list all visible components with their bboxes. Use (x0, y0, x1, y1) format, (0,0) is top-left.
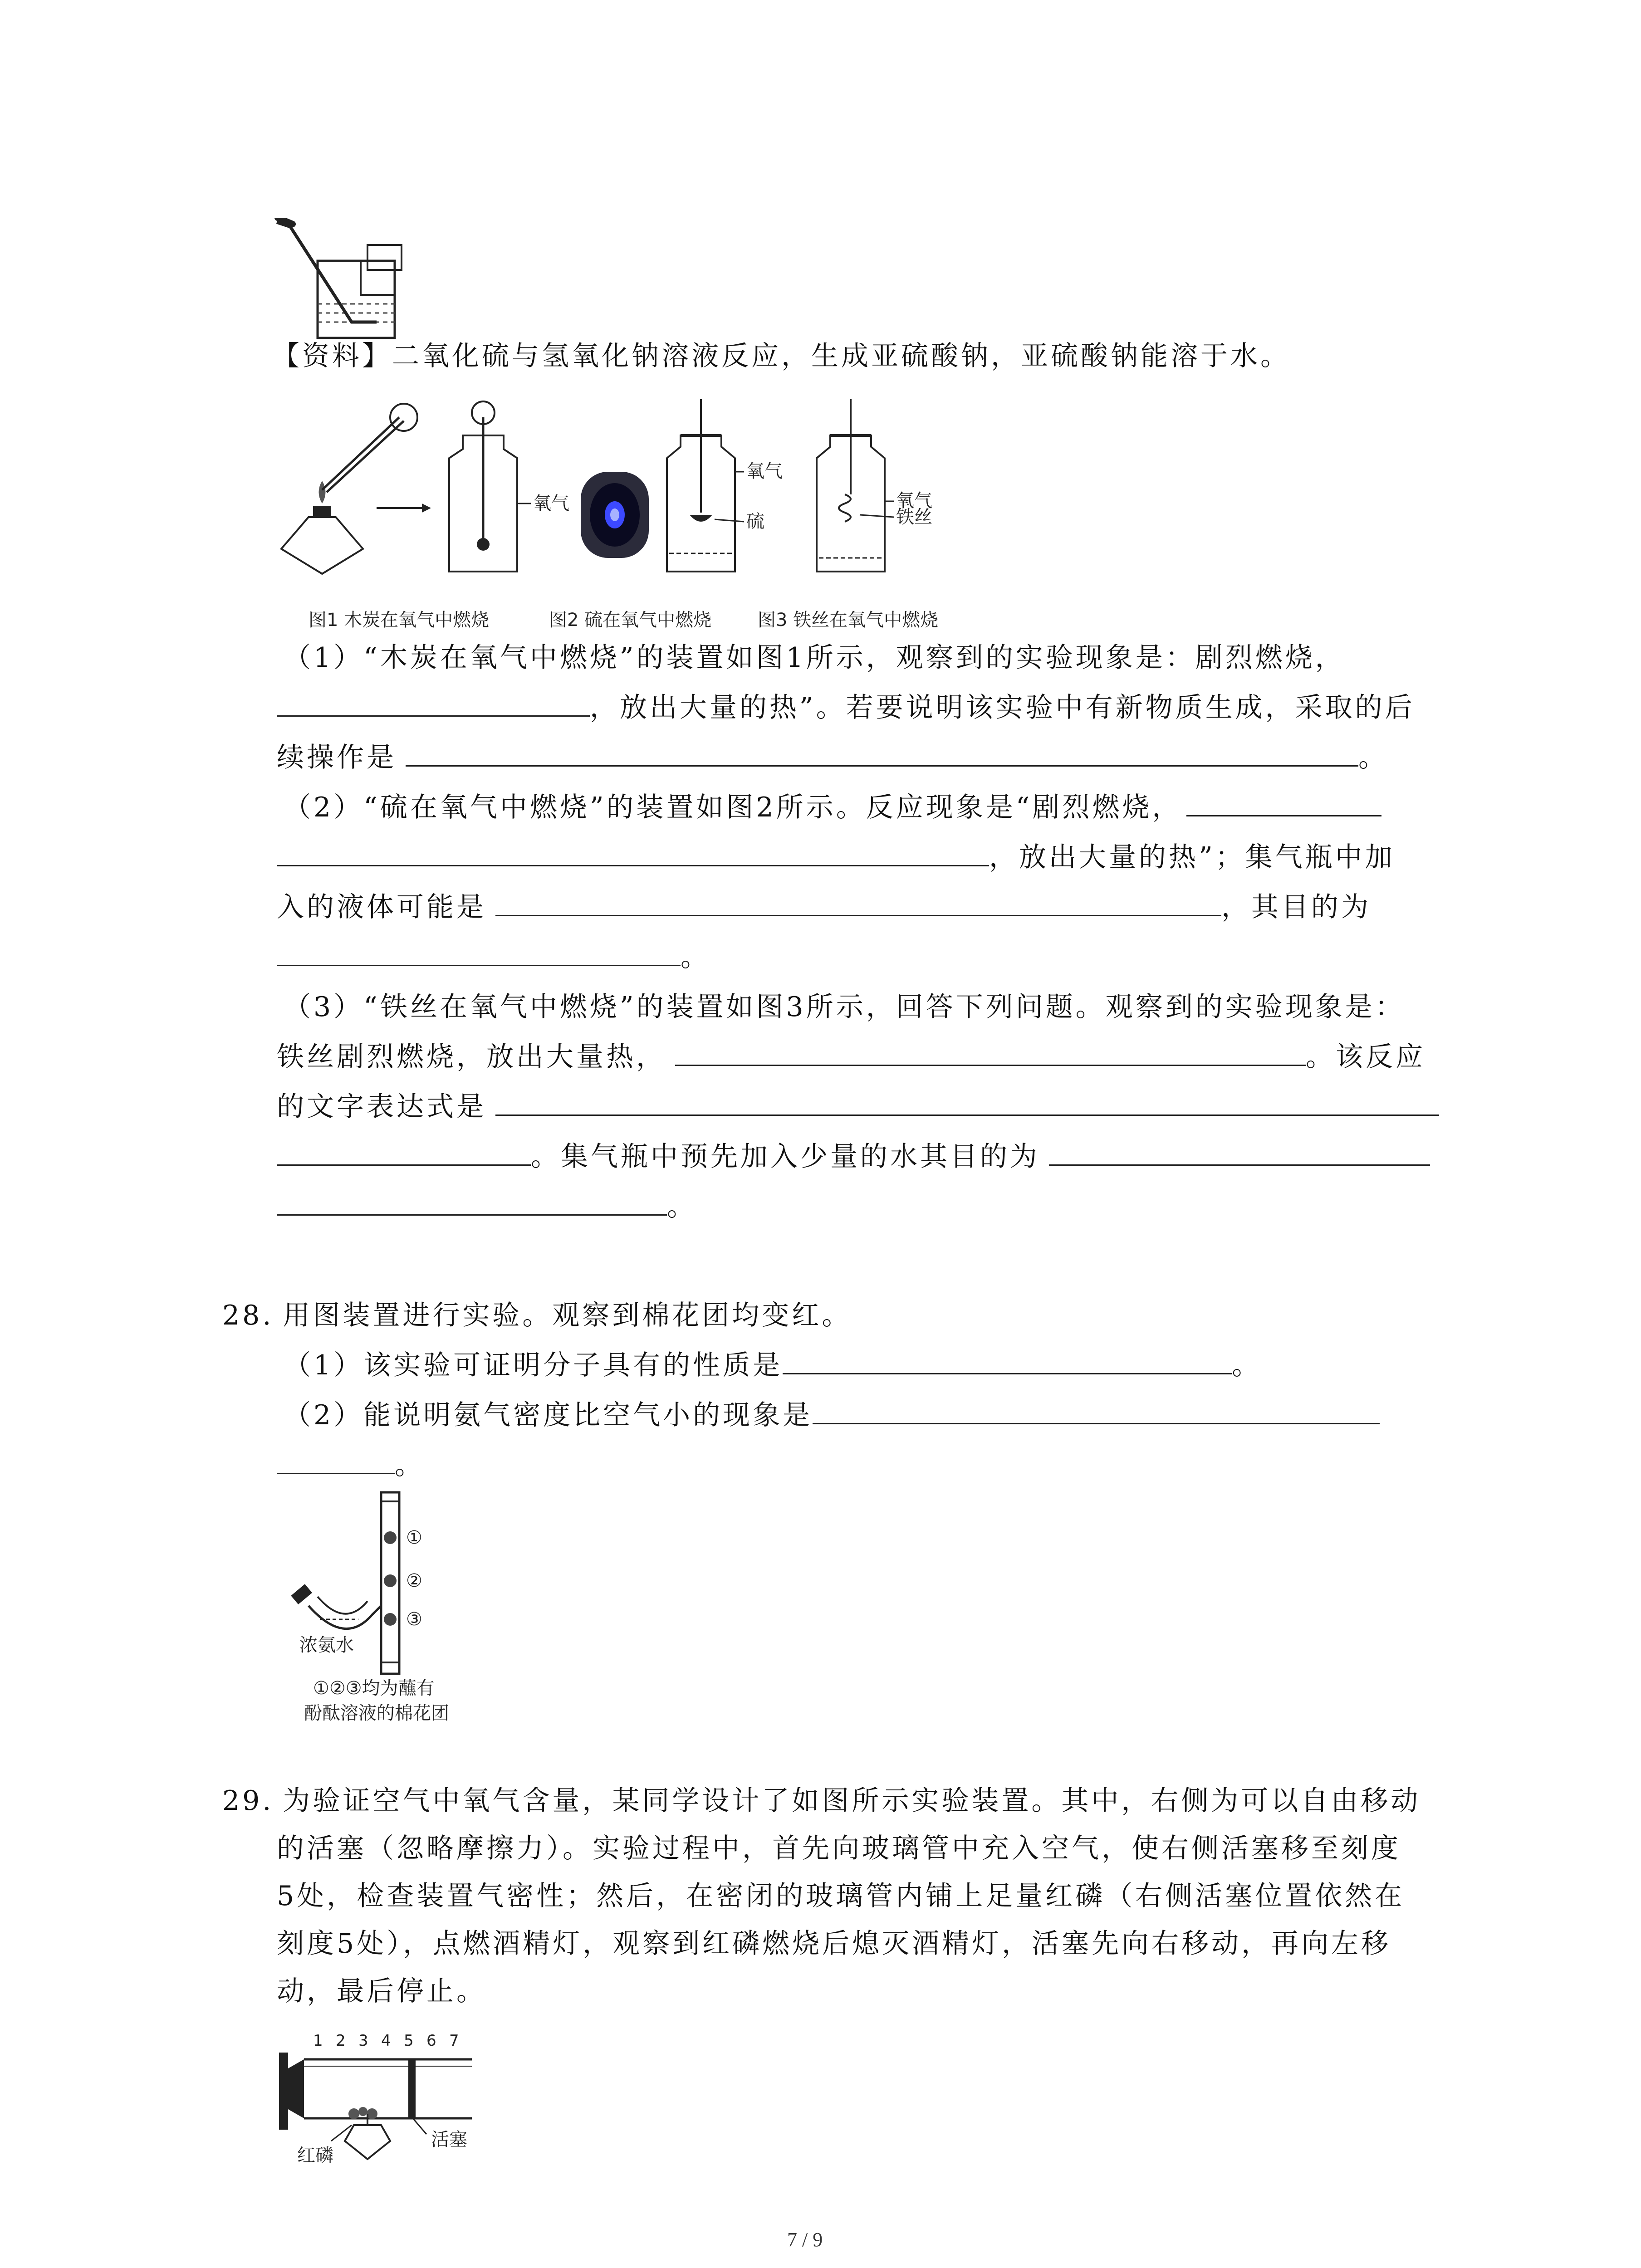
tick-7: 7 (449, 2032, 459, 2050)
q28-part2: （2）能说明氨气密度比空气小的现象是 (284, 1395, 1380, 1436)
answer-blank[interactable] (813, 1396, 1380, 1424)
marker-1: ① (406, 1527, 422, 1548)
tick-4: 4 (381, 2032, 391, 2050)
tick-6: 6 (426, 2032, 436, 2050)
q27-part3-line4: 。集气瓶中预先加入少量的水其目的为 (277, 1136, 1430, 1177)
q28-part1: （1）该实验可证明分子具有的性质是 。 (284, 1345, 1262, 1386)
q28-part2-cont: 。 (277, 1445, 425, 1486)
answer-blank[interactable] (277, 938, 681, 966)
q27-part1-line2: ，放出大量的热”。若要说明该实验中有新物质生成，采取的后 (277, 687, 1415, 728)
q27-part2-line3: 入的液体可能是 ，其目的为 (277, 887, 1371, 928)
answer-blank[interactable] (277, 1187, 667, 1216)
q29-line2: 的活塞（忽略摩擦力）。实验过程中，首先向玻璃管中充入空气，使右侧活塞移至刻度 (277, 1833, 1401, 1864)
fig3-iron-label: 铁丝 (896, 507, 932, 528)
q27-part3-line3: 的文字表达式是 (277, 1086, 1439, 1127)
q27-part2-line2: ，放出大量的热”；集气瓶中加 (277, 837, 1395, 878)
answer-blank[interactable] (783, 1346, 1232, 1374)
tick-2: 2 (336, 2032, 346, 2050)
fig2-caption: 图2 硫在氧气中燃烧 (549, 610, 712, 631)
fig1-oxygen-label: 氧气 (533, 493, 569, 514)
marker-3: ③ (406, 1609, 422, 1630)
fig1-caption: 图1 木炭在氧气中燃烧 (309, 610, 490, 631)
fig1-charcoal-burning (281, 401, 531, 574)
q28-stem: 28. 用图装置进行实验。观察到棉花团均变红。 (222, 1300, 852, 1331)
answer-blank[interactable] (406, 738, 1358, 767)
q27-part1-line1: （1）“木炭在氧气中燃烧”的装置如图1所示，观察到的实验现象是：剧烈燃烧， (284, 642, 1345, 674)
answer-blank[interactable] (1049, 1137, 1430, 1166)
answer-blank[interactable] (277, 688, 590, 717)
q29-line1: 29. 为验证空气中氧气含量，某同学设计了如图所示实验装置。其中，右侧为可以自由移动 (222, 1785, 1421, 1817)
fig2-sulfur-photo (581, 472, 649, 558)
q28-fig-caption-1: ①②③均为蘸有 (313, 1678, 435, 1699)
page-number: 7 / 9 (787, 2229, 823, 2251)
tick-1: 1 (313, 2032, 323, 2050)
answer-blank[interactable] (675, 1037, 1306, 1066)
q27-part3-line5: 。 (277, 1186, 697, 1227)
tick-5: 5 (404, 2032, 414, 2050)
q27-part3-line1: （3）“铁丝在氧气中燃烧”的装置如图3所示，回答下列问题。观察到的实验现象是： (284, 991, 1405, 1023)
resource-note: 【资料】二氧化硫与氢氧化钠溶液反应，生成亚硫酸钠，亚硫酸钠能溶于水。 (272, 340, 1290, 372)
fig3-caption: 图3 铁丝在氧气中燃烧 (758, 610, 939, 631)
q27-part3-line2: 铁丝剧烈燃烧，放出大量热， 。该反应 (277, 1036, 1425, 1077)
q27-part2-line4: 。 (277, 937, 710, 978)
answer-blank[interactable] (277, 838, 989, 866)
answer-blank[interactable] (1186, 788, 1381, 816)
marker-2: ② (406, 1570, 422, 1591)
fig2-sulfur-label: 硫 (746, 511, 764, 532)
tick-3: 3 (358, 2032, 368, 2050)
fig3-oxygen-label: 氧气 (896, 490, 932, 511)
answer-blank[interactable] (277, 1137, 531, 1166)
fig2-sulfur-jar (667, 399, 744, 572)
answer-blank[interactable] (495, 888, 1221, 916)
q29-line3: 5处，检查装置气密性；然后，在密闭的玻璃管内铺上足量红磷（右侧活塞位置依然在 (277, 1880, 1405, 1912)
combustion-figures (272, 399, 953, 581)
q27-part2-line1: （2）“硫在氧气中燃烧”的装置如图2所示。反应现象是“剧烈燃烧， (284, 787, 1381, 828)
answer-blank[interactable] (277, 1446, 395, 1474)
q29-line5: 动，最后停止。 (277, 1975, 486, 2007)
gas-collection-figure (272, 218, 445, 345)
fig3-iron-jar (817, 399, 894, 572)
fig2-oxygen-label: 氧气 (746, 461, 783, 482)
piston-label: 活塞 (431, 2129, 467, 2150)
ammonia-label: 浓氨水 (299, 1635, 354, 1656)
q29-line4: 刻度5处），点燃酒精灯，观察到红磷燃烧后熄灭酒精灯，活塞先向右移动，再向左移 (277, 1928, 1391, 1960)
q27-part1-line3: 续操作是 。 (277, 737, 1388, 778)
red-phosphorus-label: 红磷 (297, 2145, 333, 2166)
q28-fig-caption-2: 酚酞溶液的棉花团 (304, 1703, 449, 1724)
answer-blank[interactable] (495, 1087, 1439, 1116)
